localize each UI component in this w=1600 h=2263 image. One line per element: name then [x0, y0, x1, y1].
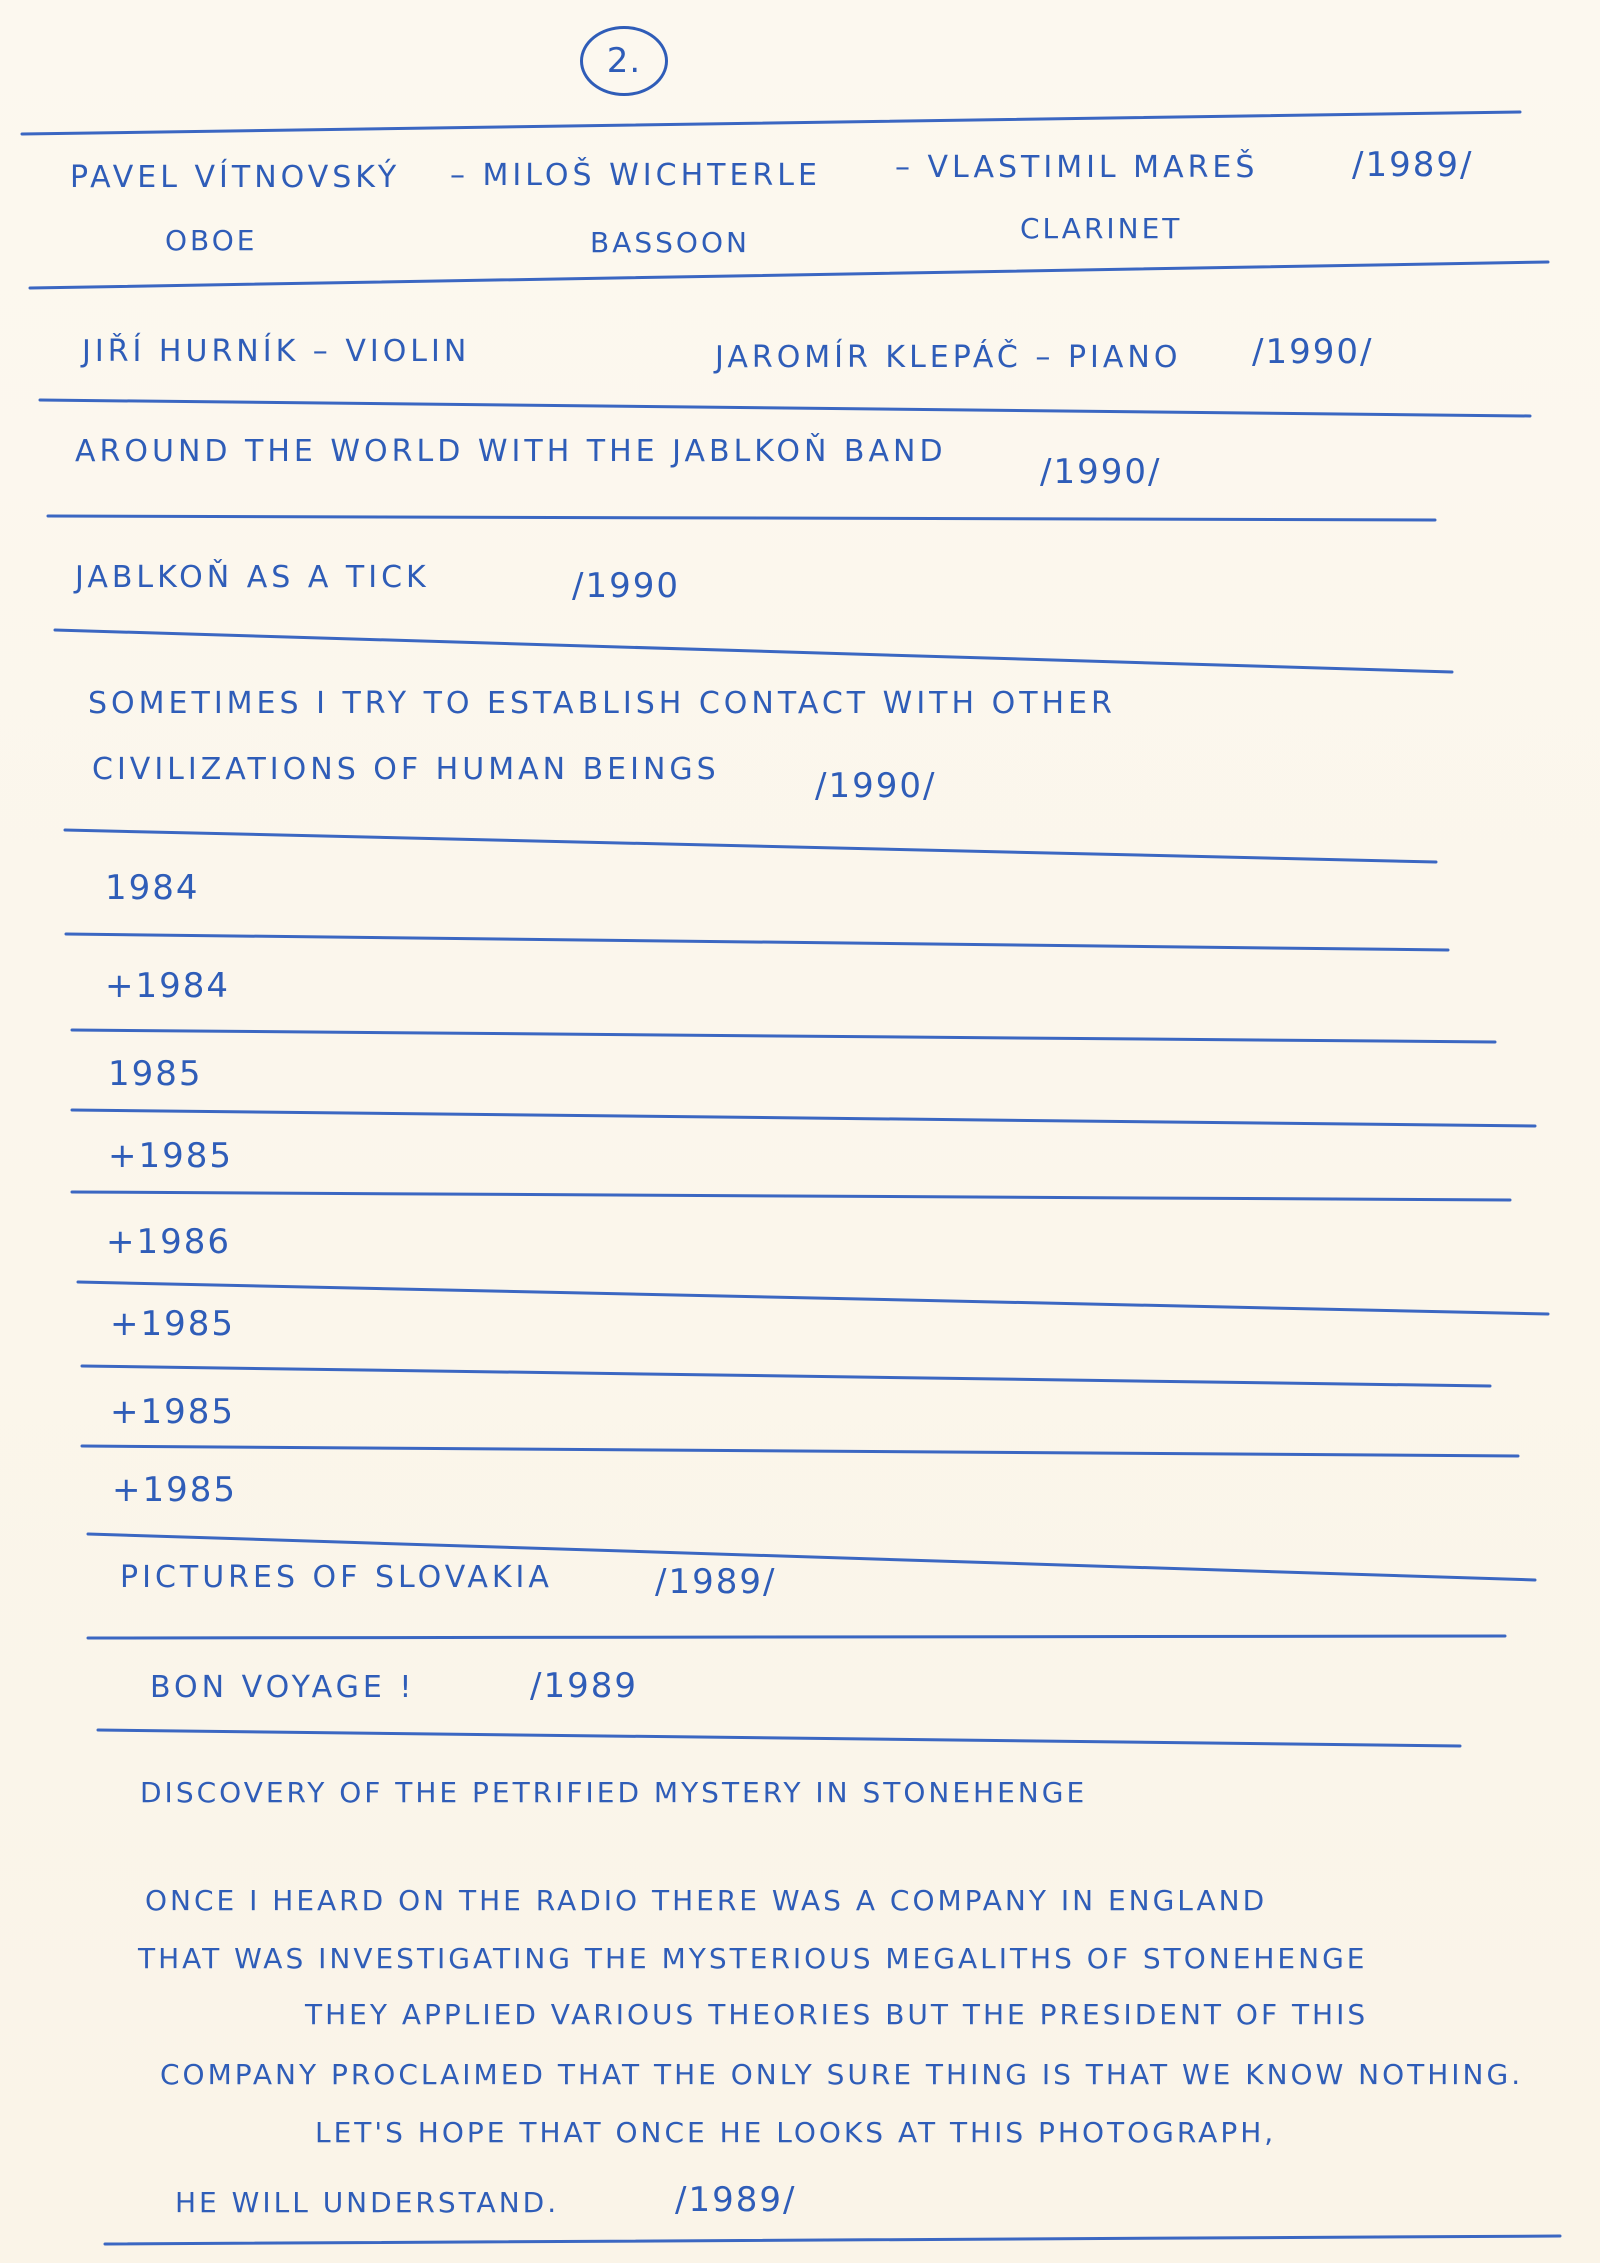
entry-year: /1990/ — [1252, 332, 1374, 372]
paragraph-line: HE WILL UNDERSTAND. — [175, 2186, 560, 2219]
entry-text: PICTURES OF SLOVAKIA — [120, 1560, 553, 1595]
entry-text-line: CIVILIZATIONS OF HUMAN BEINGS — [92, 752, 720, 787]
instrument-label: BASSOON — [590, 226, 750, 259]
entry-year: /1989 — [530, 1666, 638, 1706]
rule-line — [22, 112, 1520, 134]
rule-line — [65, 830, 1436, 862]
year-entry: +1985 — [112, 1470, 238, 1510]
rule-line — [72, 1192, 1510, 1200]
entry-text: AROUND THE WORLD WITH THE JABLKOŇ BAND — [75, 434, 947, 469]
rule-line — [48, 516, 1435, 520]
entry-year: /1989/ — [655, 1562, 777, 1602]
paragraph-line: LET'S HOPE THAT ONCE HE LOOKS AT THIS PHOTOGRAPH, — [315, 2116, 1277, 2149]
rule-line — [78, 1282, 1548, 1314]
rule-line — [30, 262, 1548, 288]
performer-name: – MILOŠ WICHTERLE — [450, 158, 821, 193]
instrument-label: CLARINET — [1020, 212, 1183, 245]
year-entry: +1986 — [106, 1222, 232, 1262]
rule-line — [72, 1110, 1535, 1126]
entry-title: DISCOVERY OF THE PETRIFIED MYSTERY IN STONEHENGE — [140, 1776, 1088, 1809]
rule-line — [40, 400, 1530, 416]
rule-line — [105, 2236, 1560, 2244]
paragraph-line: THEY APPLIED VARIOUS THEORIES BUT THE PRESIDENT OF THIS — [305, 1998, 1369, 2031]
entry-year: /1990/ — [1040, 452, 1162, 492]
entry-text: JABLKOŇ AS A TICK — [75, 560, 430, 595]
year-entry: 1984 — [105, 868, 200, 908]
year-entry: 1985 — [108, 1054, 203, 1094]
year-entry: +1985 — [110, 1392, 236, 1432]
rule-line — [88, 1636, 1505, 1638]
rule-line — [82, 1366, 1490, 1386]
year-entry: +1984 — [105, 966, 231, 1006]
entry-text: BON VOYAGE ! — [150, 1670, 416, 1705]
paragraph-line: COMPANY PROCLAIMED THAT THE ONLY SURE THING IS THAT WE KNOW NOTHING. — [160, 2058, 1524, 2091]
entry-year: /1989/ — [675, 2180, 797, 2220]
page-number-label: 2. — [606, 41, 642, 81]
instrument-label: OBOE — [165, 224, 258, 257]
performer-name: – VLASTIMIL MAREŠ — [895, 150, 1259, 185]
entry-text-line: SOMETIMES I TRY TO ESTABLISH CONTACT WITH OTHER — [88, 686, 1116, 721]
performer-name: PAVEL VÍTNOVSKÝ — [70, 160, 401, 195]
entry-text: JIŘÍ HURNÍK – VIOLIN — [82, 334, 471, 369]
paragraph-line: ONCE I HEARD ON THE RADIO THERE WAS A COMPANY IN ENGLAND — [145, 1884, 1268, 1917]
entry-year: /1990 — [572, 566, 680, 606]
year-entry: +1985 — [110, 1304, 236, 1344]
year-entry: +1985 — [108, 1136, 234, 1176]
entry-text: JAROMÍR KLEPÁČ – PIANO — [715, 340, 1182, 375]
rule-line — [55, 630, 1452, 672]
rule-line — [82, 1446, 1518, 1456]
rule-line — [66, 934, 1448, 950]
entry-year: /1989/ — [1352, 145, 1474, 185]
entry-year: /1990/ — [815, 766, 937, 806]
paragraph-line: THAT WAS INVESTIGATING THE MYSTERIOUS MEGALITHS OF STONEHENGE — [138, 1942, 1368, 1975]
rule-line — [98, 1730, 1460, 1746]
rule-line — [72, 1030, 1495, 1042]
